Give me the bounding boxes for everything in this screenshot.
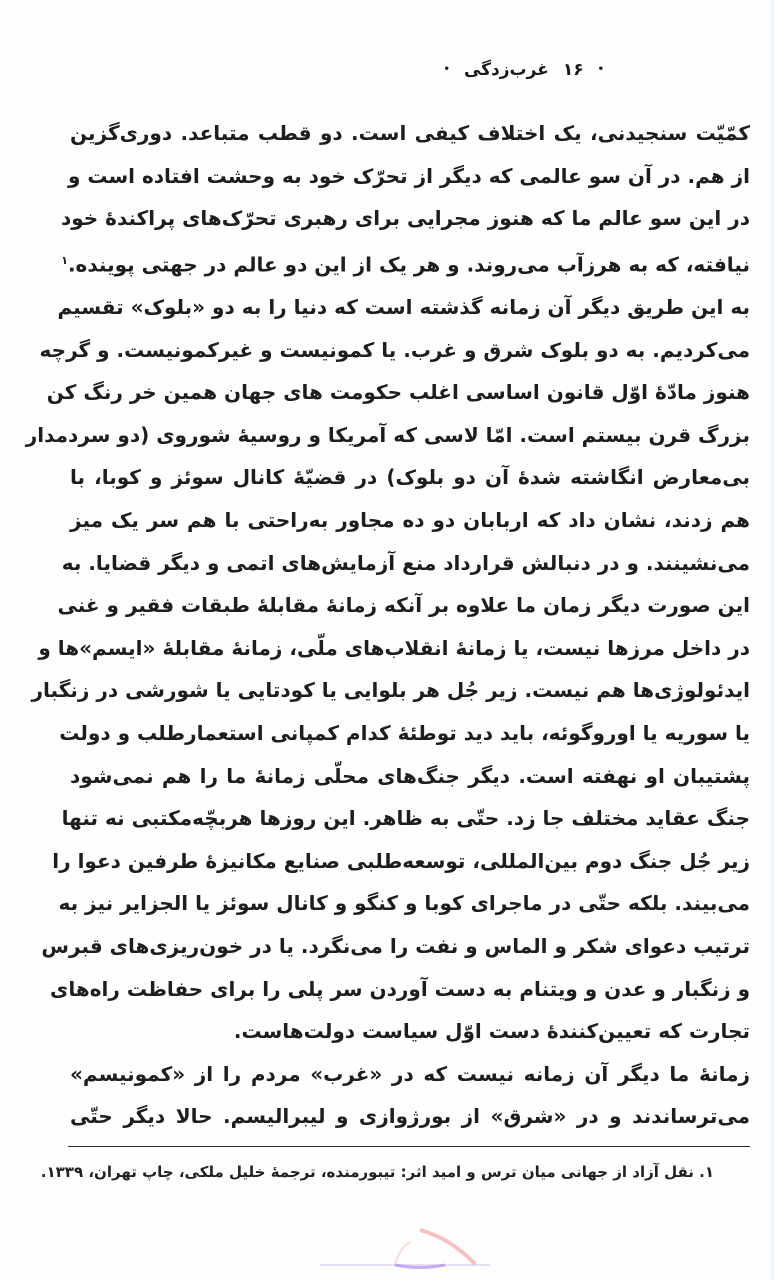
footnote: ۱. نقل آزاد از جهانی میان ترس و امید اثر: تیبورمنده، ترجمهٔ خلیل ملکی، چاپ تهران، ۱۳۳۹. <box>40 1163 714 1181</box>
text-line: پشتیبان او نهفته است. دیگر جنگ‌های محلّی زمانهٔ ما را هم نمی‌شود <box>70 763 750 788</box>
footnote-divider <box>68 1146 750 1147</box>
footnote-marker: ۱ <box>61 253 68 267</box>
text-line: می‌بیند. بلکه حتّی در ماجرای کوبا و کنگو و کانال سوئز یا الجزایر نیز به <box>58 891 750 916</box>
text-line: هم زدند، نشان داد که اربابان دو ده مجاور به‌راحتی با هم سر یک میز <box>70 508 750 532</box>
text-line: بزرگ قرن بیستم است. امّا لاسی که آمریکا و روسیهٔ شوروی (دو سردمدار <box>25 422 750 447</box>
ornament-dot-icon: • <box>597 64 604 75</box>
running-head <box>444 60 604 80</box>
text-line: زمانهٔ ما دیگر آن زمانه نیست که در «غرب» مردم را از «کمونیسم» <box>70 1061 750 1086</box>
text-line: بی‌معارض انگاشته شدهٔ آن دو بلوک) در قضیّهٔ کانال سوئز و کوبا، با <box>70 465 750 490</box>
text-line: می‌نشینند. و در دنبالش قرارداد منع آزمایش‌های اتمی و دیگر قضایا. به <box>61 550 750 575</box>
text-line: در این سو عالم ما که هنوز مجرایی برای رهبری تحرّک‌های پراکندهٔ خود <box>60 206 750 231</box>
book-title: غرب‌زدگی <box>463 60 549 80</box>
text-line: تجارت که تعیین‌کنندهٔ دست اوّل سیاست دولت‌هاست. <box>233 1019 750 1044</box>
text-line: این صورت دیگر زمان ما علاوه بر آنکه زمانهٔ مقابلهٔ طبقات فقیر و غنی <box>57 593 750 618</box>
text-line: یا سوریه یا اوروگوئه، باید دید توطئهٔ کدام کمپانی استعمارطلب و دولت <box>59 720 750 745</box>
stamp-red-stroke <box>420 1230 475 1264</box>
page-edge-shadow <box>768 0 774 1280</box>
ink-stamp-mark-icon <box>300 1228 520 1268</box>
body-text <box>25 112 750 1138</box>
text-line: زیر جُل جنگ دوم بین‌المللی، توسعه‌طلبی صنایع مکانیزهٔ طرفین دعوا را <box>52 848 750 873</box>
text-line: جنگ عقاید مختلف جا زد. حتّی به ظاهر. این روزها هربچّه‌مکتبی نه تنها <box>61 806 750 831</box>
text-line: هنوز مادّهٔ اوّل قانون اساسی اغلب حکومت های جهان همین خر رنگ کن <box>46 380 750 405</box>
text-line: و زنگبار و عدن و ویتنام به دست آوردن سر پلی را برای حفاظت راه‌های <box>50 976 750 1001</box>
ornament-dot-icon: • <box>443 64 450 75</box>
stamp-red-arc <box>395 1242 410 1264</box>
text-line: می‌کردیم. به دو بلوک شرق و غرب. یا کمونیست و غیرکمونیست. و گرچه <box>39 337 750 362</box>
text-line: در داخل مرزها نیست، یا زمانهٔ انقلاب‌های ملّی، زمانهٔ مقابلهٔ «ایسم»ها و <box>38 635 750 660</box>
text-line: ایدئولوژی‌ها هم نیست. زیر جُل هر بلوایی یا کودتایی یا شورشی در زنگبار <box>31 678 750 703</box>
text-line-content: نیافته، که به هرزآب می‌روند. و هر یک از این دو عالم در جهتی پوینده. <box>67 252 750 277</box>
stamp-purple-blot <box>395 1265 445 1268</box>
text-line <box>61 240 750 286</box>
text-line: کمّیّت سنجیدنی، یک اختلاف کیفی است. دو قطب متباعد. دوری‌گزین <box>70 121 750 145</box>
page-number: ۱۶ <box>562 60 584 80</box>
text-line: می‌ترساندند و در «شرق» از بورژوازی و لیبرالیسم. حالا دیگر حتّی <box>70 1104 750 1129</box>
text-line: به این طریق دیگر آن زمانه گذشته است که دنیا را به دو «بلوک» تقسیم <box>57 295 750 320</box>
text-line: ترتیب دعوای شکر و الماس و نفت را می‌نگرد. یا در خون‌ریزی‌های قبرس <box>41 933 750 958</box>
text-line: از هم. در آن سو عالمی که دیگر از تحرّک خود به وحشت افتاده است و <box>67 163 750 188</box>
